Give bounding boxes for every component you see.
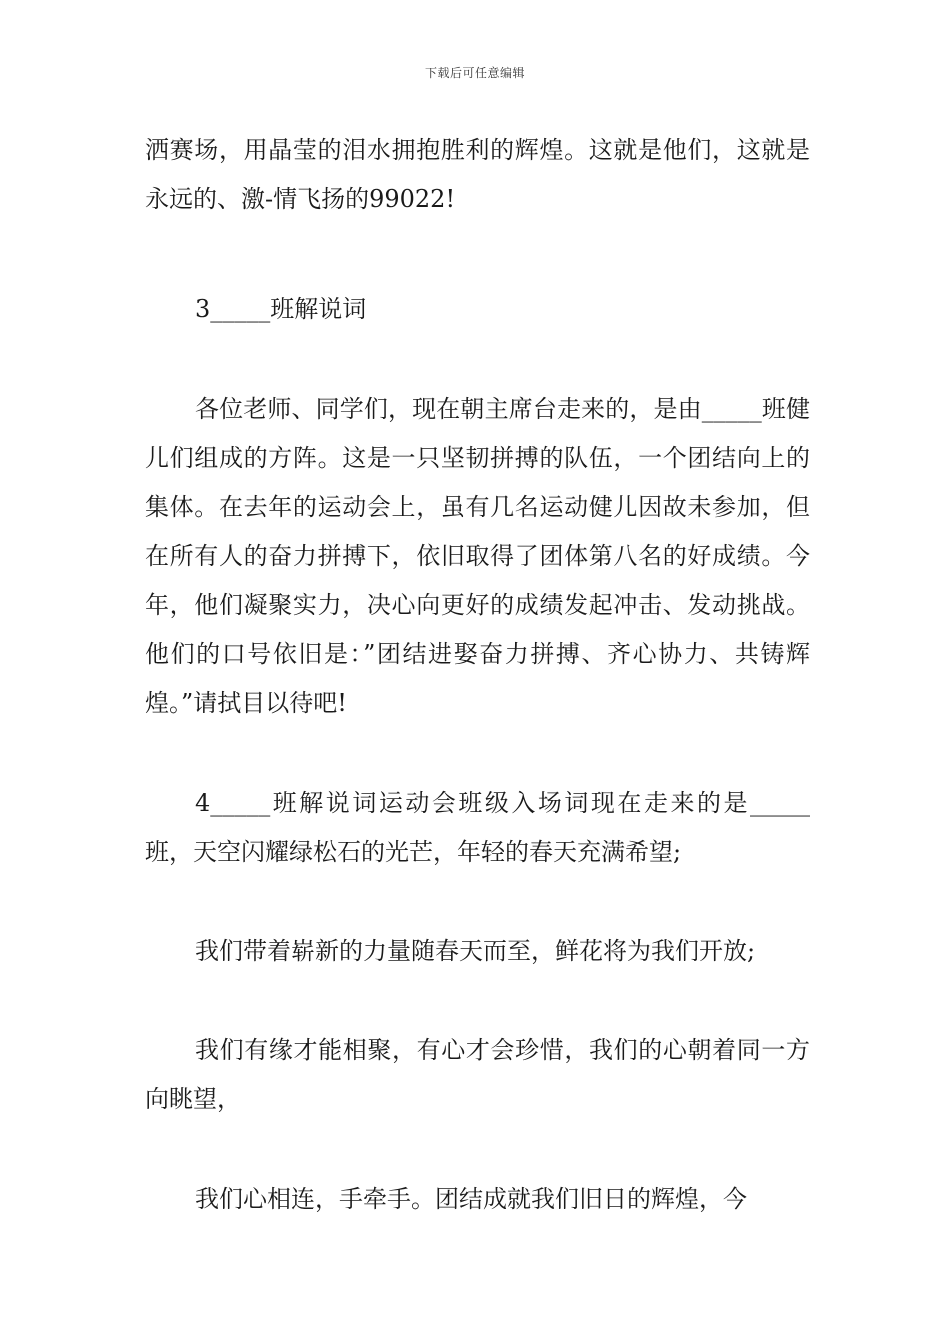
page-header: 下载后可任意编辑	[424, 66, 525, 80]
section-heading-3: 3_____班解说词	[195, 295, 367, 323]
paragraph-section-4: 4_____班解说词运动会班级入场词现在走来的是_____班，天空闪耀绿松石的光芒，年轻的春天充满希望;	[145, 789, 810, 866]
document-body	[145, 126, 810, 1224]
paragraph-5: 我们带着崭新的力量随春天而至，鲜花将为我们开放;	[195, 937, 756, 965]
paragraph-section-3: 各位老师、同学们，现在朝主席台走来的，是由_____班健儿们组成的方阵。这是一只坚韧拼搏的队伍，一个团结向上的集体。在去年的运动会上，虽有几名运动健儿因故未参加，但在所有人的奋力拼搏下，依旧取得了团体第八名的好成绩。今年，他们凝聚实力，决心向更好的成绩发起冲击、发动挑战。他们的口号依旧是：”团结进娶奋力拼搏、齐心协力、共铸辉煌。”请拭目以待吧!	[145, 395, 810, 717]
paragraph-6: 我们有缘才能相聚，有心才会珍惜，我们的心朝着同一方向眺望，	[145, 1036, 810, 1113]
paragraph-7: 我们心相连，手牵手。团结成就我们旧日的辉煌，今	[195, 1185, 747, 1213]
paragraph-1: 洒赛场，用晶莹的泪水拥抱胜利的辉煌。这就是他们，这就是永远的、激-情飞扬的99022!	[145, 136, 810, 213]
